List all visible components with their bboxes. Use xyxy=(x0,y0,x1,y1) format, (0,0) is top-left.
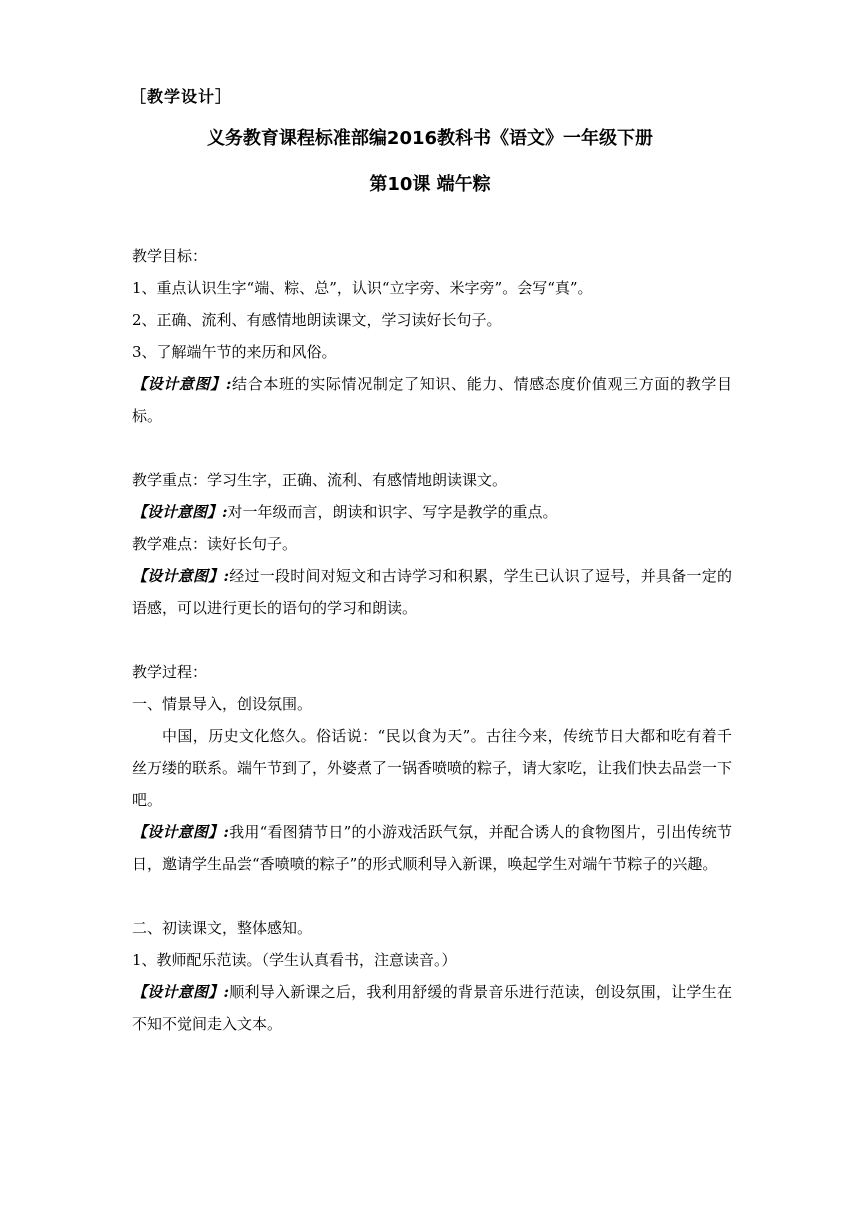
design-intent xyxy=(132,560,732,624)
key-points: 教学重点：学习生字，正确、流利、有感情地朗读课文。 xyxy=(132,471,508,489)
section-heading: 二、初读课文，整体感知。 xyxy=(132,919,313,937)
difficult-points: 教学难点：读好长句子。 xyxy=(132,535,298,553)
design-intent-label: 【设计意图】: xyxy=(132,375,232,393)
design-intent xyxy=(132,816,732,880)
goal-item: 2、正确、流利、有感情地朗读课文，学习读好长句子。 xyxy=(132,311,502,329)
design-intent-label: 【设计意图】: xyxy=(132,983,229,1001)
design-intent-text: 我用“看图猜节日”的小游戏活跃气氛，并配合诱人的食物图片，引出传统节日，邀请学生品尝“香喷喷的粽子”的形式顺利导入新课，唤起学生对端午节粽子的兴趣。 xyxy=(132,823,732,873)
doc-tag: ［教学设计］ xyxy=(130,87,233,106)
process-heading: 教学过程： xyxy=(132,663,208,681)
lesson-title: 第10课 端午粽 xyxy=(369,174,491,195)
design-intent xyxy=(132,976,732,1040)
design-intent xyxy=(132,496,732,528)
doc-title: 义务教育课程标准部编2016教科书《语文》一年级下册 xyxy=(206,128,654,149)
design-intent-text: 顺利导入新课之后，我利用舒缓的背景音乐进行范读，创设氛围，让学生在不知不觉间走入文本。 xyxy=(132,983,732,1033)
design-intent-text: 结合本班的实际情况制定了知识、能力、情感态度价值观三方面的教学目标。 xyxy=(132,375,732,425)
intro-paragraph: 中国，历史文化悠久。俗话说：“民以食为天”。古往今来，传统节日大都和吃有着千丝万缕的联系。端午节到了，外婆煮了一锅香喷喷的粽子，请大家吃，让我们快去品尝一下吧。 xyxy=(132,727,733,809)
design-intent-text: 对一年级而言，朗读和识字、写字是教学的重点。 xyxy=(227,503,558,521)
step-item: 1、教师配乐范读。（学生认真看书，注意读音。） xyxy=(132,951,457,969)
design-intent xyxy=(132,368,732,432)
design-intent-label: 【设计意图】: xyxy=(132,503,228,521)
goals-heading: 教学目标： xyxy=(132,247,208,265)
goal-item: 3、了解端午节的来历和风俗。 xyxy=(132,343,337,361)
design-intent-label: 【设计意图】: xyxy=(132,823,229,841)
section-heading: 一、情景导入，创设氛围。 xyxy=(132,695,313,713)
design-intent-label: 【设计意图】: xyxy=(132,567,229,585)
goal-item: 1、重点认识生字“端、粽、总”，认识“立字旁、米字旁”。会写“真”。 xyxy=(132,279,593,297)
design-intent-text: 经过一段时间对短文和古诗学习和积累，学生已认识了逗号，并具备一定的语感，可以进行更长的语句的学习和朗读。 xyxy=(132,567,732,617)
document-body xyxy=(132,240,732,1040)
